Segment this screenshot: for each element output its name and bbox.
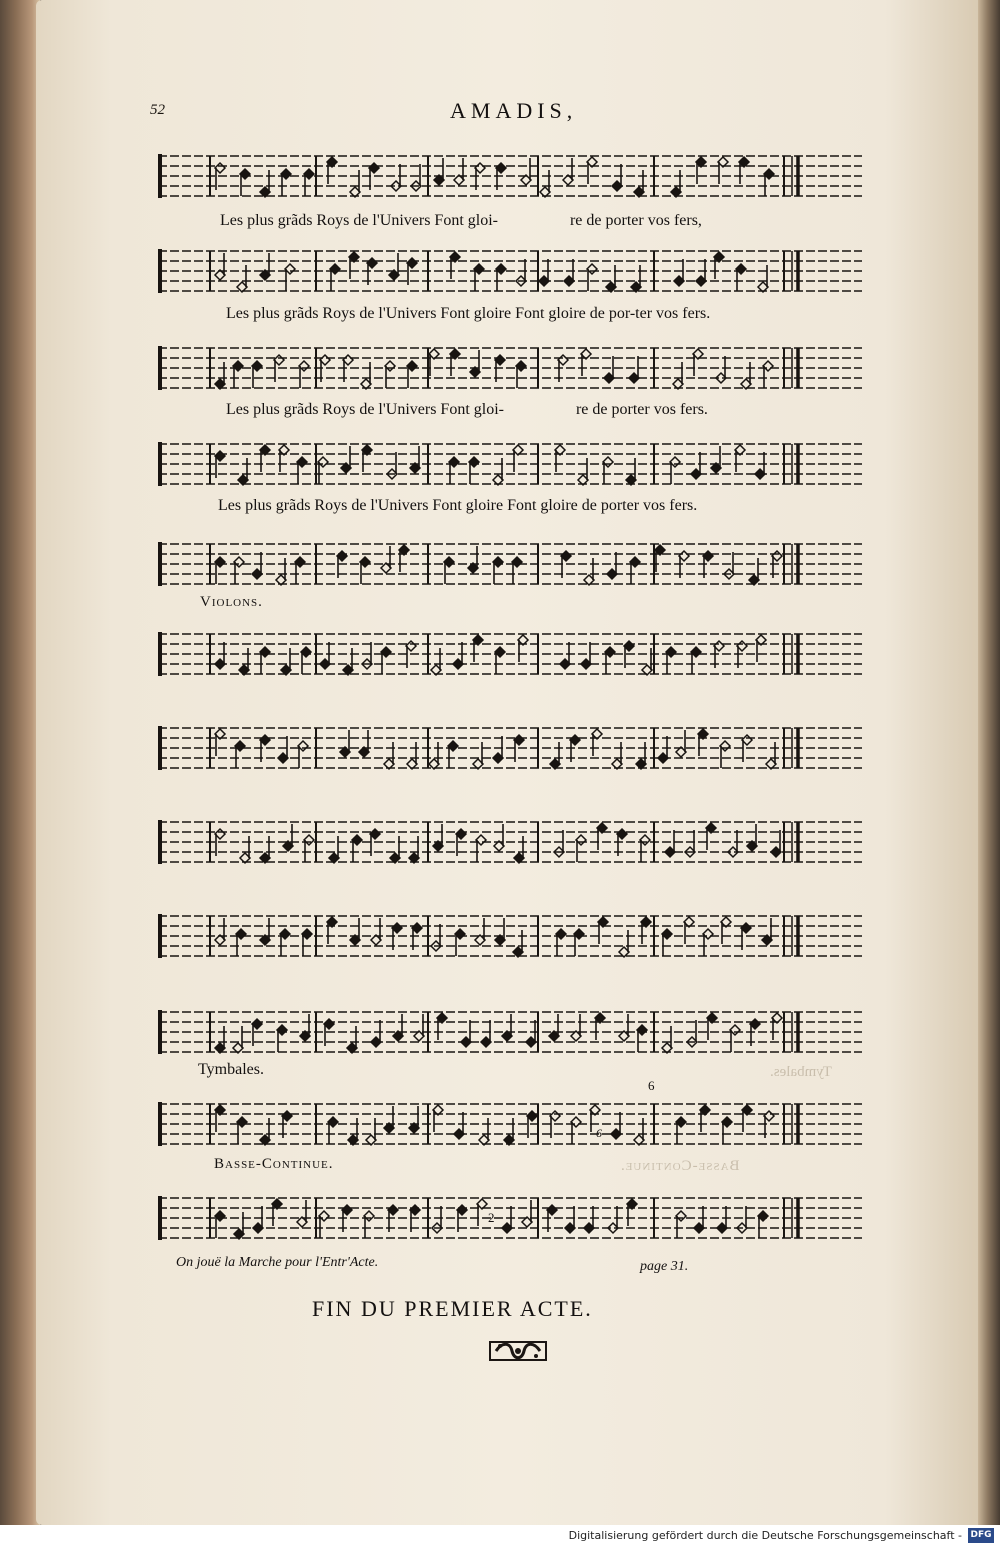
lyric-line-3: Les plus grãds Roys de l'Univers Font gloi- re de porter vos fers. [226, 401, 708, 418]
page-header [150, 98, 710, 132]
violons-label: Violons. [200, 594, 263, 610]
staff-engraving [158, 342, 862, 394]
lyric-line-1: Les plus grãds Roys de l'Univers Font gloi- re de porter vos fers, [220, 212, 702, 229]
staff-engraving [158, 1192, 862, 1244]
basse-continue-label: Basse-Continue. [214, 1156, 334, 1172]
figure-6: 6 [648, 1078, 655, 1093]
staff-voice-1 [158, 150, 862, 202]
staff-engraving [158, 438, 862, 490]
page-stack-edge [978, 0, 1000, 1525]
funding-bar [0, 1525, 1000, 1547]
figure-6-below: 6 [596, 1126, 602, 1140]
bleed-through-tymbales: Tymbales. [770, 1064, 832, 1080]
staff-engraving [158, 816, 862, 868]
entracte-note: On jouë la Marche pour l'Entr'Acte. [176, 1255, 379, 1270]
staff-engraving [158, 628, 862, 680]
lyric-line-4: Les plus grãds Roys de l'Univers Font gloire Font gloire de porter vos fers. [218, 497, 698, 514]
page-reference: page 31. [640, 1259, 689, 1274]
page-number: 52 [150, 102, 165, 118]
staff-voice-4 [158, 438, 862, 490]
staff-violin-4 [158, 816, 862, 868]
staff-engraving [158, 1098, 862, 1150]
figure-2: 2 [488, 1210, 495, 1225]
running-head: AMADIS, [450, 98, 578, 123]
staff-engraving [158, 150, 862, 202]
end-of-act-title: FIN DU PREMIER ACTE. [312, 1296, 593, 1321]
dfg-logo-icon: DFG [968, 1528, 994, 1543]
staff-violin-2 [158, 628, 862, 680]
staff-engraving [158, 722, 862, 774]
staff-engraving [158, 910, 862, 962]
bleed-through-basse-continue: Basse-Continue. [620, 1158, 740, 1174]
staff-engraving [158, 245, 862, 297]
staff-tymbales [158, 1006, 862, 1058]
staff-voice-3 [158, 342, 862, 394]
staff-violin-1 [158, 538, 862, 590]
staff-violin-5 [158, 910, 862, 962]
lyric-line-2: Les plus grãds Roys de l'Univers Font gloire Font gloire de por-ter vos fers. [226, 305, 711, 322]
staff-final [158, 1192, 862, 1244]
tymbales-label: Tymbales. [198, 1061, 264, 1078]
staff-voice-2 [158, 245, 862, 297]
staff-basse-continue [158, 1098, 862, 1150]
staff-engraving [158, 538, 862, 590]
printers-ornament [488, 1340, 548, 1366]
funding-statement: Digitalisierung gefördert durch die Deutsche Forschungsgemeinschaft - [568, 1529, 962, 1542]
binding-edge [0, 0, 40, 1525]
staff-violin-3 [158, 722, 862, 774]
staff-engraving [158, 1006, 862, 1058]
